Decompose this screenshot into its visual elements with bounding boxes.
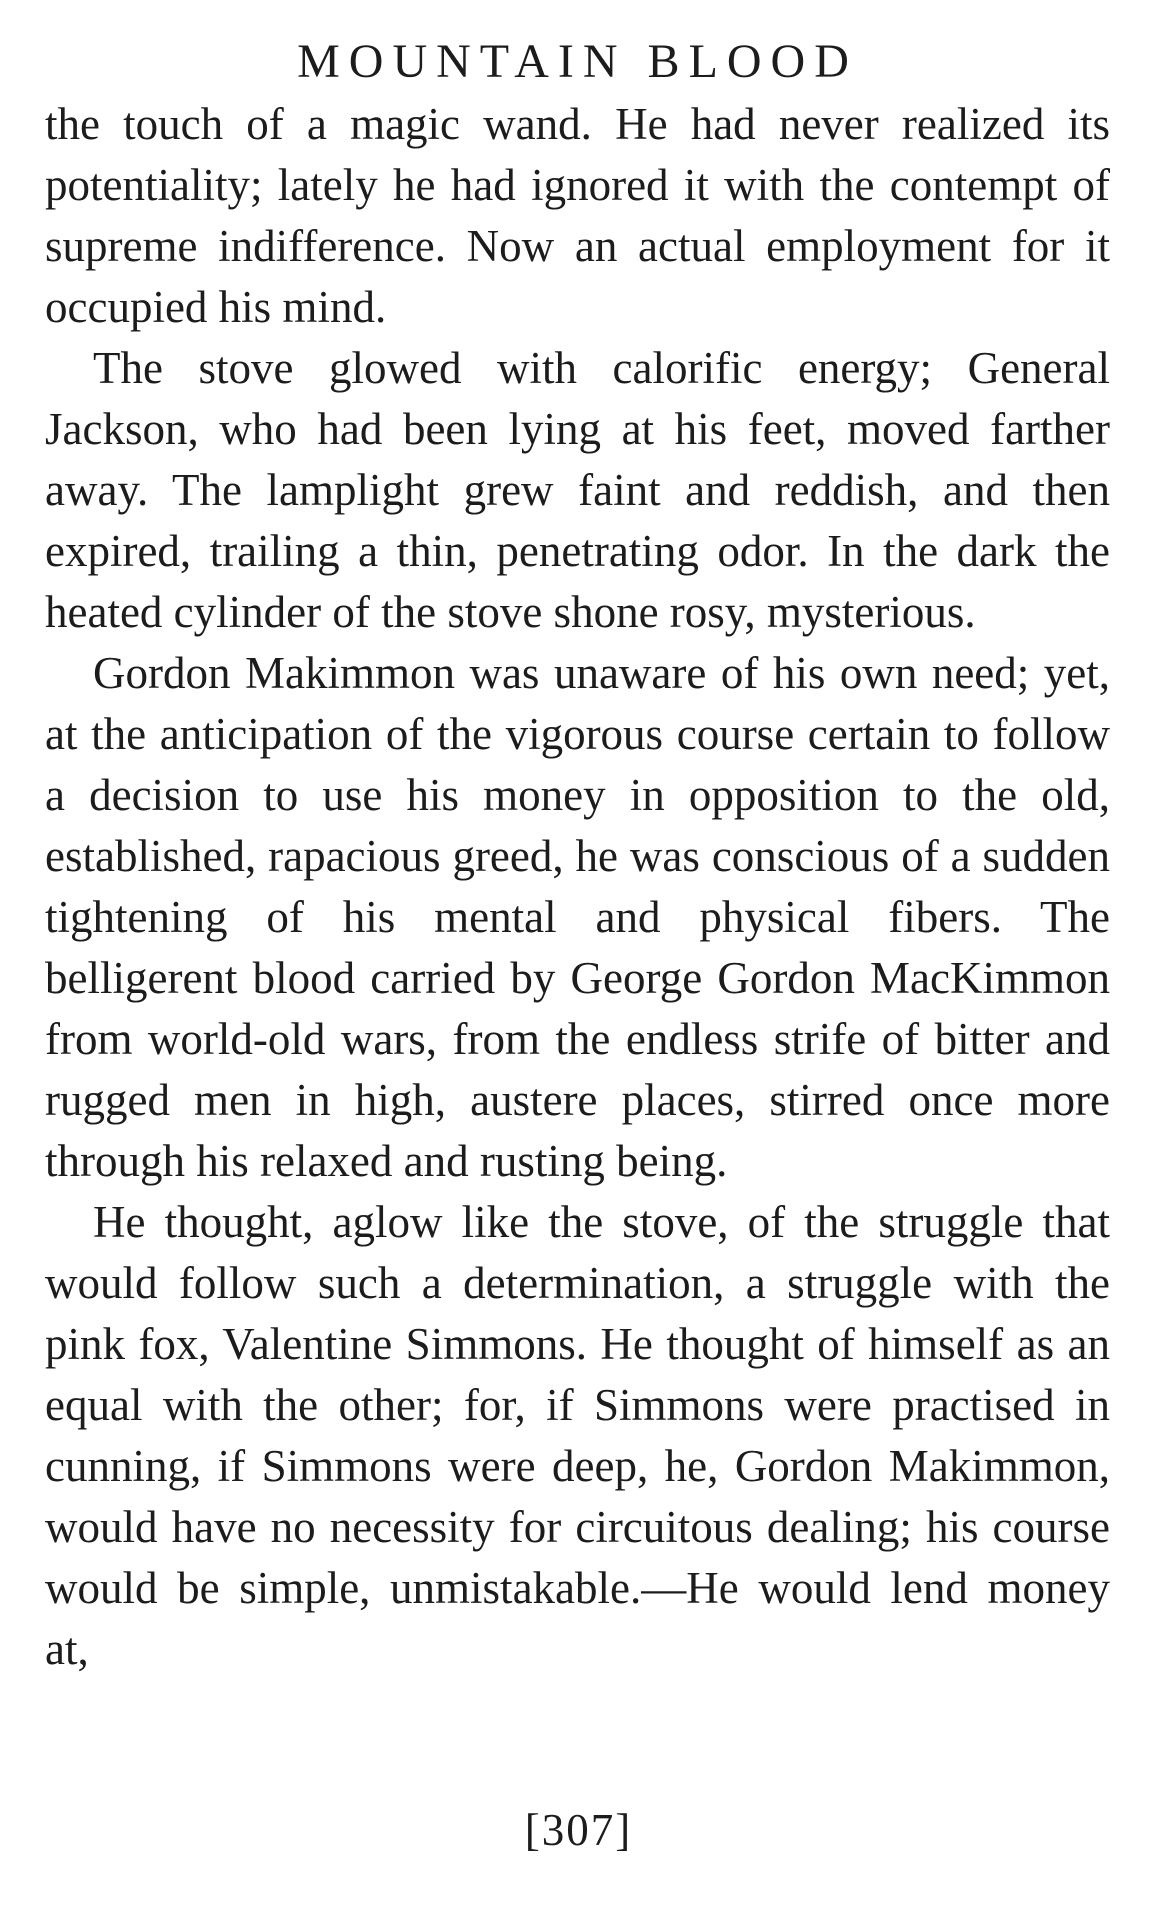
body-text	[45, 94, 1110, 1680]
paragraph-continuation: the touch of a magic wand. He had never realized its potentiality; lately he had ignored it with the contempt of supreme indifference. Now an actual employment for it occupied his mind.	[45, 99, 1110, 332]
page-number: [307]	[524, 1805, 633, 1855]
paragraph-gordon-makimmon: Gordon Makimmon was unaware of his own need; yet, at the anticipation of the vigorous course certain to follow a decision to use his money in opposition to the old, established, rapacious greed, he was conscious of a sudden tightening of his mental and physical fibers. The belligerent blood carried by George Gordon MacKimmon from world-old wars, from the endless strife of bitter and rugged men in high, austere places, stirred once more through his relaxed and rusting being.	[45, 648, 1110, 1186]
running-head: MOUNTAIN BLOOD	[297, 35, 858, 88]
paragraph-stove: The stove glowed with calorific energy; General Jackson, who had been lying at his feet, moved farther away. The lamplight grew faint and reddish, and then expired, trailing a thin, penetrating odor. In the dark the heated cylinder of the stove shone rosy, mysterious.	[45, 343, 1110, 637]
book-page	[45, 30, 1110, 1680]
paragraph-struggle: He thought, aglow like the stove, of the struggle that would follow such a determination, a struggle with the pink fox, Valentine Simmons. He thought of himself as an equal with the other; for, if Simmons were practised in cunning, if Simmons were deep, he, Gordon Makimmon, would have no necessity for circuitous dealing; his course would be simple, unmistakable.—He would lend money at,	[45, 1197, 1110, 1674]
